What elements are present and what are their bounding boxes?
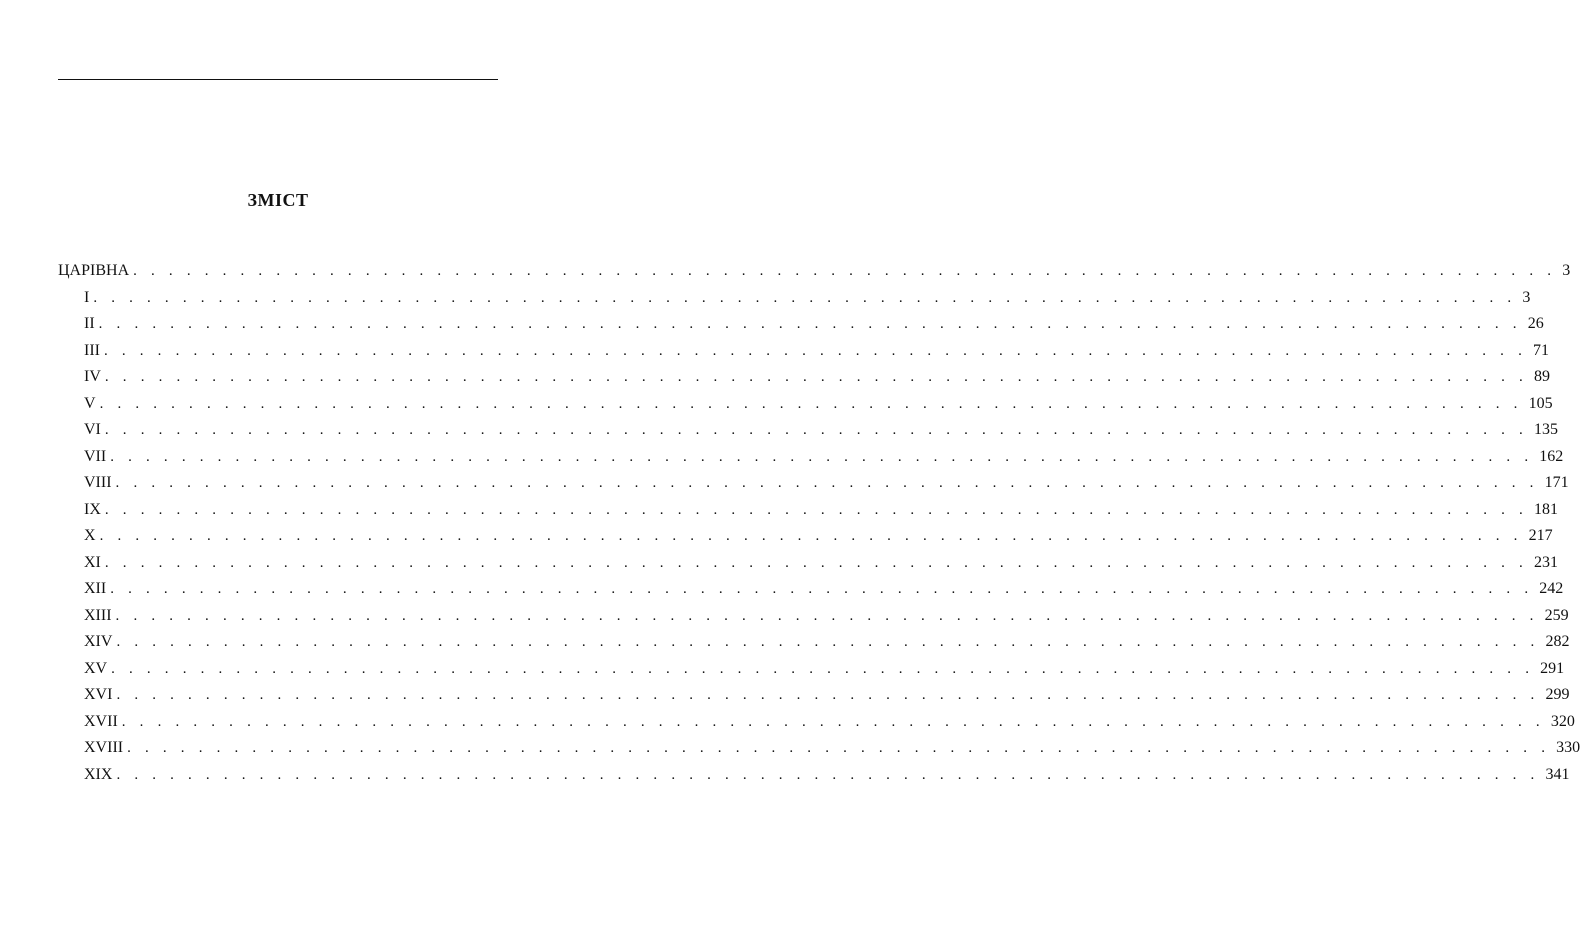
toc-entry-page-number: 3	[1522, 288, 1531, 306]
toc-entry-label: VIII	[84, 474, 112, 491]
toc-leader-dots: . . . . . . . . . . . . . . . . . . . . . . . . . . . . . . . . . . . . . . . . . . . . . . . . . . . . . . . . . . . . . . . . . . . . . . . . . . . . . . . .	[127, 740, 1551, 756]
toc-entry-page-number: 320	[1550, 712, 1575, 730]
toc-leader-dots: . . . . . . . . . . . . . . . . . . . . . . . . . . . . . . . . . . . . . . . . . . . . . . . . . . . . . . . . . . . . . . . . . . . . . . . . . . . . . . . .	[110, 448, 1534, 465]
toc-leader-dots: . . . . . . . . . . . . . . . . . . . . . . . . . . . . . . . . . . . . . . . . . . . . . . . . . . . . . . . . . . . . . . . . . . . . . . . . . . . . . . . .	[104, 422, 1528, 438]
toc-entry-page-number: 105	[1528, 394, 1553, 412]
toc-leader-dots: . . . . . . . . . . . . . . . . . . . . . . . . . . . . . . . . . . . . . . . . . . . . . . . . . . . . . . . . . . . . . . . . . . . . . . . . . . . . . . . .	[121, 713, 1545, 730]
header-rule	[58, 79, 498, 80]
toc-entry-label: VII	[84, 447, 107, 465]
toc-entry-label: X	[84, 527, 96, 544]
toc-entry	[58, 550, 1558, 577]
toc-leader-dots: . . . . . . . . . . . . . . . . . . . . . . . . . . . . . . . . . . . . . . . . . . . . . . . . . . . . . . . . . . . . . . . . . . . . . . . . . . . . . . . .	[115, 607, 1539, 624]
toc-leader-dots: . . . . . . . . . . . . . . . . . . . . . . . . . . . . . . . . . . . . . . . . . . . . . . . . . . . . . . . . . . . . . . . . . . . . . . . . . . . . . . . .	[103, 342, 1528, 359]
toc-entry-page-number: 341	[1545, 765, 1570, 783]
table-of-contents	[58, 258, 1580, 788]
toc-entry-page-number: 3	[1562, 262, 1571, 279]
toc-entry-label: XI	[84, 553, 101, 571]
toc-leader-dots: . . . . . . . . . . . . . . . . . . . . . . . . . . . . . . . . . . . . . . . . . . . . . . . . . . . . . . . . . . . . . . . . . . . . . . . . . . . . . . . .	[99, 395, 1523, 412]
page-title: ЗМІСТ	[247, 190, 309, 210]
toc-entry-page-number: 171	[1544, 474, 1569, 491]
toc-entry	[58, 258, 1571, 285]
toc-entry-label: XVIII	[84, 739, 124, 756]
toc-entry-label: IX	[84, 500, 101, 518]
toc-entry-label: XII	[84, 580, 107, 597]
toc-entry	[58, 682, 1570, 709]
toc-entry-page-number: 26	[1527, 315, 1544, 332]
toc-entry-label: I	[84, 288, 90, 306]
toc-leader-dots: . . . . . . . . . . . . . . . . . . . . . . . . . . . . . . . . . . . . . . . . . . . . . . . . . . . . . . . . . . . . . . . . . . . . . . . . . . . . . . . .	[93, 289, 1517, 306]
toc-entry-page-number: 231	[1533, 553, 1558, 571]
toc-entry	[58, 656, 1565, 683]
toc-leader-dots: . . . . . . . . . . . . . . . . . . . . . . . . . . . . . . . . . . . . . . . . . . . . . . . . . . . . . . . . . . . . . . . . . . . . . . . . . . . . . . . .	[133, 263, 1557, 279]
toc-entry	[58, 523, 1553, 550]
toc-entry-label: ЦАРІВНА	[58, 262, 130, 279]
toc-leader-dots: . . . . . . . . . . . . . . . . . . . . . . . . . . . . . . . . . . . . . . . . . . . . . . . . . . . . . . . . . . . . . . . . . . . . . . . . . . . . . . . .	[104, 501, 1528, 518]
toc-entry	[58, 735, 1580, 762]
toc-leader-dots: . . . . . . . . . . . . . . . . . . . . . . . . . . . . . . . . . . . . . . . . . . . . . . . . . . . . . . . . . . . . . . . . . . . . . . . . . . . . . . . .	[111, 660, 1535, 677]
toc-entry-page-number: 242	[1539, 580, 1564, 597]
toc-entry	[58, 470, 1569, 497]
toc-entry	[58, 576, 1564, 603]
toc-leader-dots: . . . . . . . . . . . . . . . . . . . . . . . . . . . . . . . . . . . . . . . . . . . . . . . . . . . . . . . . . . . . . . . . . . . . . . . . . . . . . . . .	[110, 581, 1534, 597]
toc-entry	[58, 629, 1570, 656]
toc-entry-page-number: 162	[1539, 447, 1564, 465]
toc-entry	[58, 311, 1544, 338]
toc-entry	[58, 391, 1553, 418]
toc-leader-dots: . . . . . . . . . . . . . . . . . . . . . . . . . . . . . . . . . . . . . . . . . . . . . . . . . . . . . . . . . . . . . . . . . . . . . . . . . . . . . . . .	[116, 687, 1540, 703]
toc-entry-page-number: 282	[1545, 633, 1570, 650]
toc-entry-page-number: 89	[1533, 368, 1550, 385]
toc-entry-label: V	[84, 394, 96, 412]
toc-entry-page-number: 259	[1544, 606, 1569, 624]
toc-entry-label: IV	[84, 368, 101, 385]
toc-entry	[58, 709, 1575, 736]
toc-leader-dots: . . . . . . . . . . . . . . . . . . . . . . . . . . . . . . . . . . . . . . . . . . . . . . . . . . . . . . . . . . . . . . . . . . . . . . . . . . . . . . . .	[104, 554, 1528, 571]
toc-leader-dots: . . . . . . . . . . . . . . . . . . . . . . . . . . . . . . . . . . . . . . . . . . . . . . . . . . . . . . . . . . . . . . . . . . . . . . . . . . . . . . . .	[116, 634, 1540, 650]
toc-leader-dots: . . . . . . . . . . . . . . . . . . . . . . . . . . . . . . . . . . . . . . . . . . . . . . . . . . . . . . . . . . . . . . . . . . . . . . . . . . . . . . . .	[104, 369, 1528, 385]
toc-leader-dots: . . . . . . . . . . . . . . . . . . . . . . . . . . . . . . . . . . . . . . . . . . . . . . . . . . . . . . . . . . . . . . . . . . . . . . . . . . . . . . . .	[116, 766, 1540, 783]
toc-entry-page-number: 291	[1540, 659, 1565, 677]
toc-entry-page-number: 135	[1533, 421, 1558, 438]
toc-entry	[58, 497, 1558, 524]
toc-entry-label: XVII	[84, 712, 118, 730]
toc-entry-label: VI	[84, 421, 101, 438]
toc-leader-dots: . . . . . . . . . . . . . . . . . . . . . . . . . . . . . . . . . . . . . . . . . . . . . . . . . . . . . . . . . . . . . . . . . . . . . . . . . . . . . . . .	[99, 528, 1523, 544]
toc-entry-page-number: 71	[1533, 341, 1550, 359]
toc-entry	[58, 762, 1570, 789]
toc-entry-label: XIX	[84, 765, 113, 783]
toc-entry-label: XIV	[84, 633, 113, 650]
toc-entry	[58, 603, 1569, 630]
toc-entry-label: III	[84, 341, 100, 359]
toc-entry-label: XVI	[84, 686, 113, 703]
toc-leader-dots: . . . . . . . . . . . . . . . . . . . . . . . . . . . . . . . . . . . . . . . . . . . . . . . . . . . . . . . . . . . . . . . . . . . . . . . . . . . . . . . .	[98, 316, 1522, 332]
toc-entry	[58, 417, 1558, 444]
toc-entry-page-number: 217	[1528, 527, 1553, 544]
toc-leader-dots: . . . . . . . . . . . . . . . . . . . . . . . . . . . . . . . . . . . . . . . . . . . . . . . . . . . . . . . . . . . . . . . . . . . . . . . . . . . . . . . .	[115, 475, 1539, 491]
toc-entry-label: II	[84, 315, 95, 332]
toc-entry-page-number: 299	[1545, 686, 1570, 703]
toc-entry	[58, 364, 1550, 391]
toc-entry-label: XIII	[84, 606, 112, 624]
toc-entry-page-number: 330	[1556, 739, 1580, 756]
toc-entry	[58, 338, 1550, 365]
toc-entry	[58, 285, 1531, 312]
toc-entry-label: XV	[84, 659, 108, 677]
toc-entry-page-number: 181	[1533, 500, 1558, 518]
toc-entry	[58, 444, 1564, 471]
